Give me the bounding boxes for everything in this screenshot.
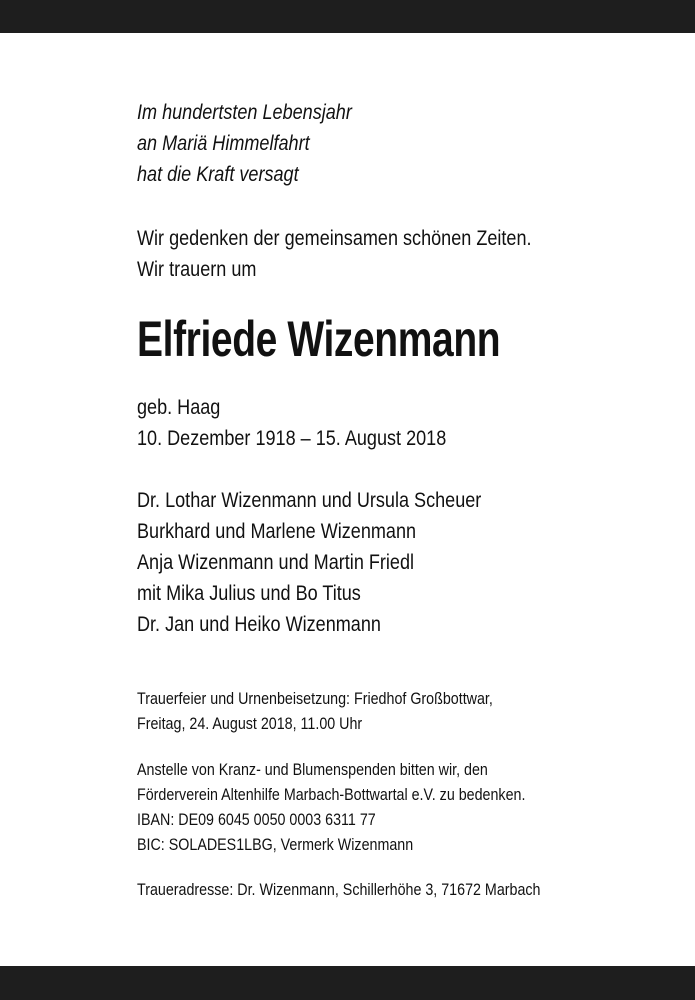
mourner-line: Anja Wizenmann und Martin Friedl — [137, 551, 415, 574]
mourner-line: Dr. Jan und Heiko Wizenmann — [137, 613, 381, 636]
mourner-line: Burkhard und Marlene Wizenmann — [137, 520, 417, 543]
donation-line: Förderverein Altenhilfe Marbach-Bottwartal e.V. zu bedenken. — [137, 785, 526, 804]
intro-line: an Mariä Himmelfahrt — [137, 132, 310, 155]
memory-line: Wir gedenken der gemeinsamen schönen Zeiten. — [137, 227, 532, 250]
birth-name: geb. Haag — [137, 396, 221, 419]
funeral-info-line: Freitag, 24. August 2018, 11.00 Uhr — [137, 714, 363, 733]
mourning-address: Traueradresse: Dr. Wizenmann, Schillerhöhe 3, 71672 Marbach — [137, 880, 541, 899]
memory-line: Wir trauern um — [137, 258, 257, 281]
bottom-black-border — [0, 966, 695, 1000]
donation-line: Anstelle von Kranz- und Blumenspenden bitten wir, den — [137, 760, 488, 779]
deceased-name: Elfriede Wizenmann — [137, 311, 501, 367]
intro-line: hat die Kraft versagt — [137, 163, 299, 186]
donation-line: IBAN: DE09 6045 0050 0003 6311 77 — [137, 810, 376, 829]
intro-line: Im hundertsten Lebensjahr — [137, 101, 352, 124]
donation-line: BIC: SOLADES1LBG, Vermerk Wizenmann — [137, 835, 414, 854]
mourner-line: Dr. Lothar Wizenmann und Ursula Scheuer — [137, 489, 482, 512]
top-black-border — [0, 0, 695, 33]
mourner-line: mit Mika Julius und Bo Titus — [137, 582, 361, 605]
funeral-info-line: Trauerfeier und Urnenbeisetzung: Friedhof Großbottwar, — [137, 689, 493, 708]
life-dates: 10. Dezember 1918 – 15. August 2018 — [137, 427, 447, 450]
